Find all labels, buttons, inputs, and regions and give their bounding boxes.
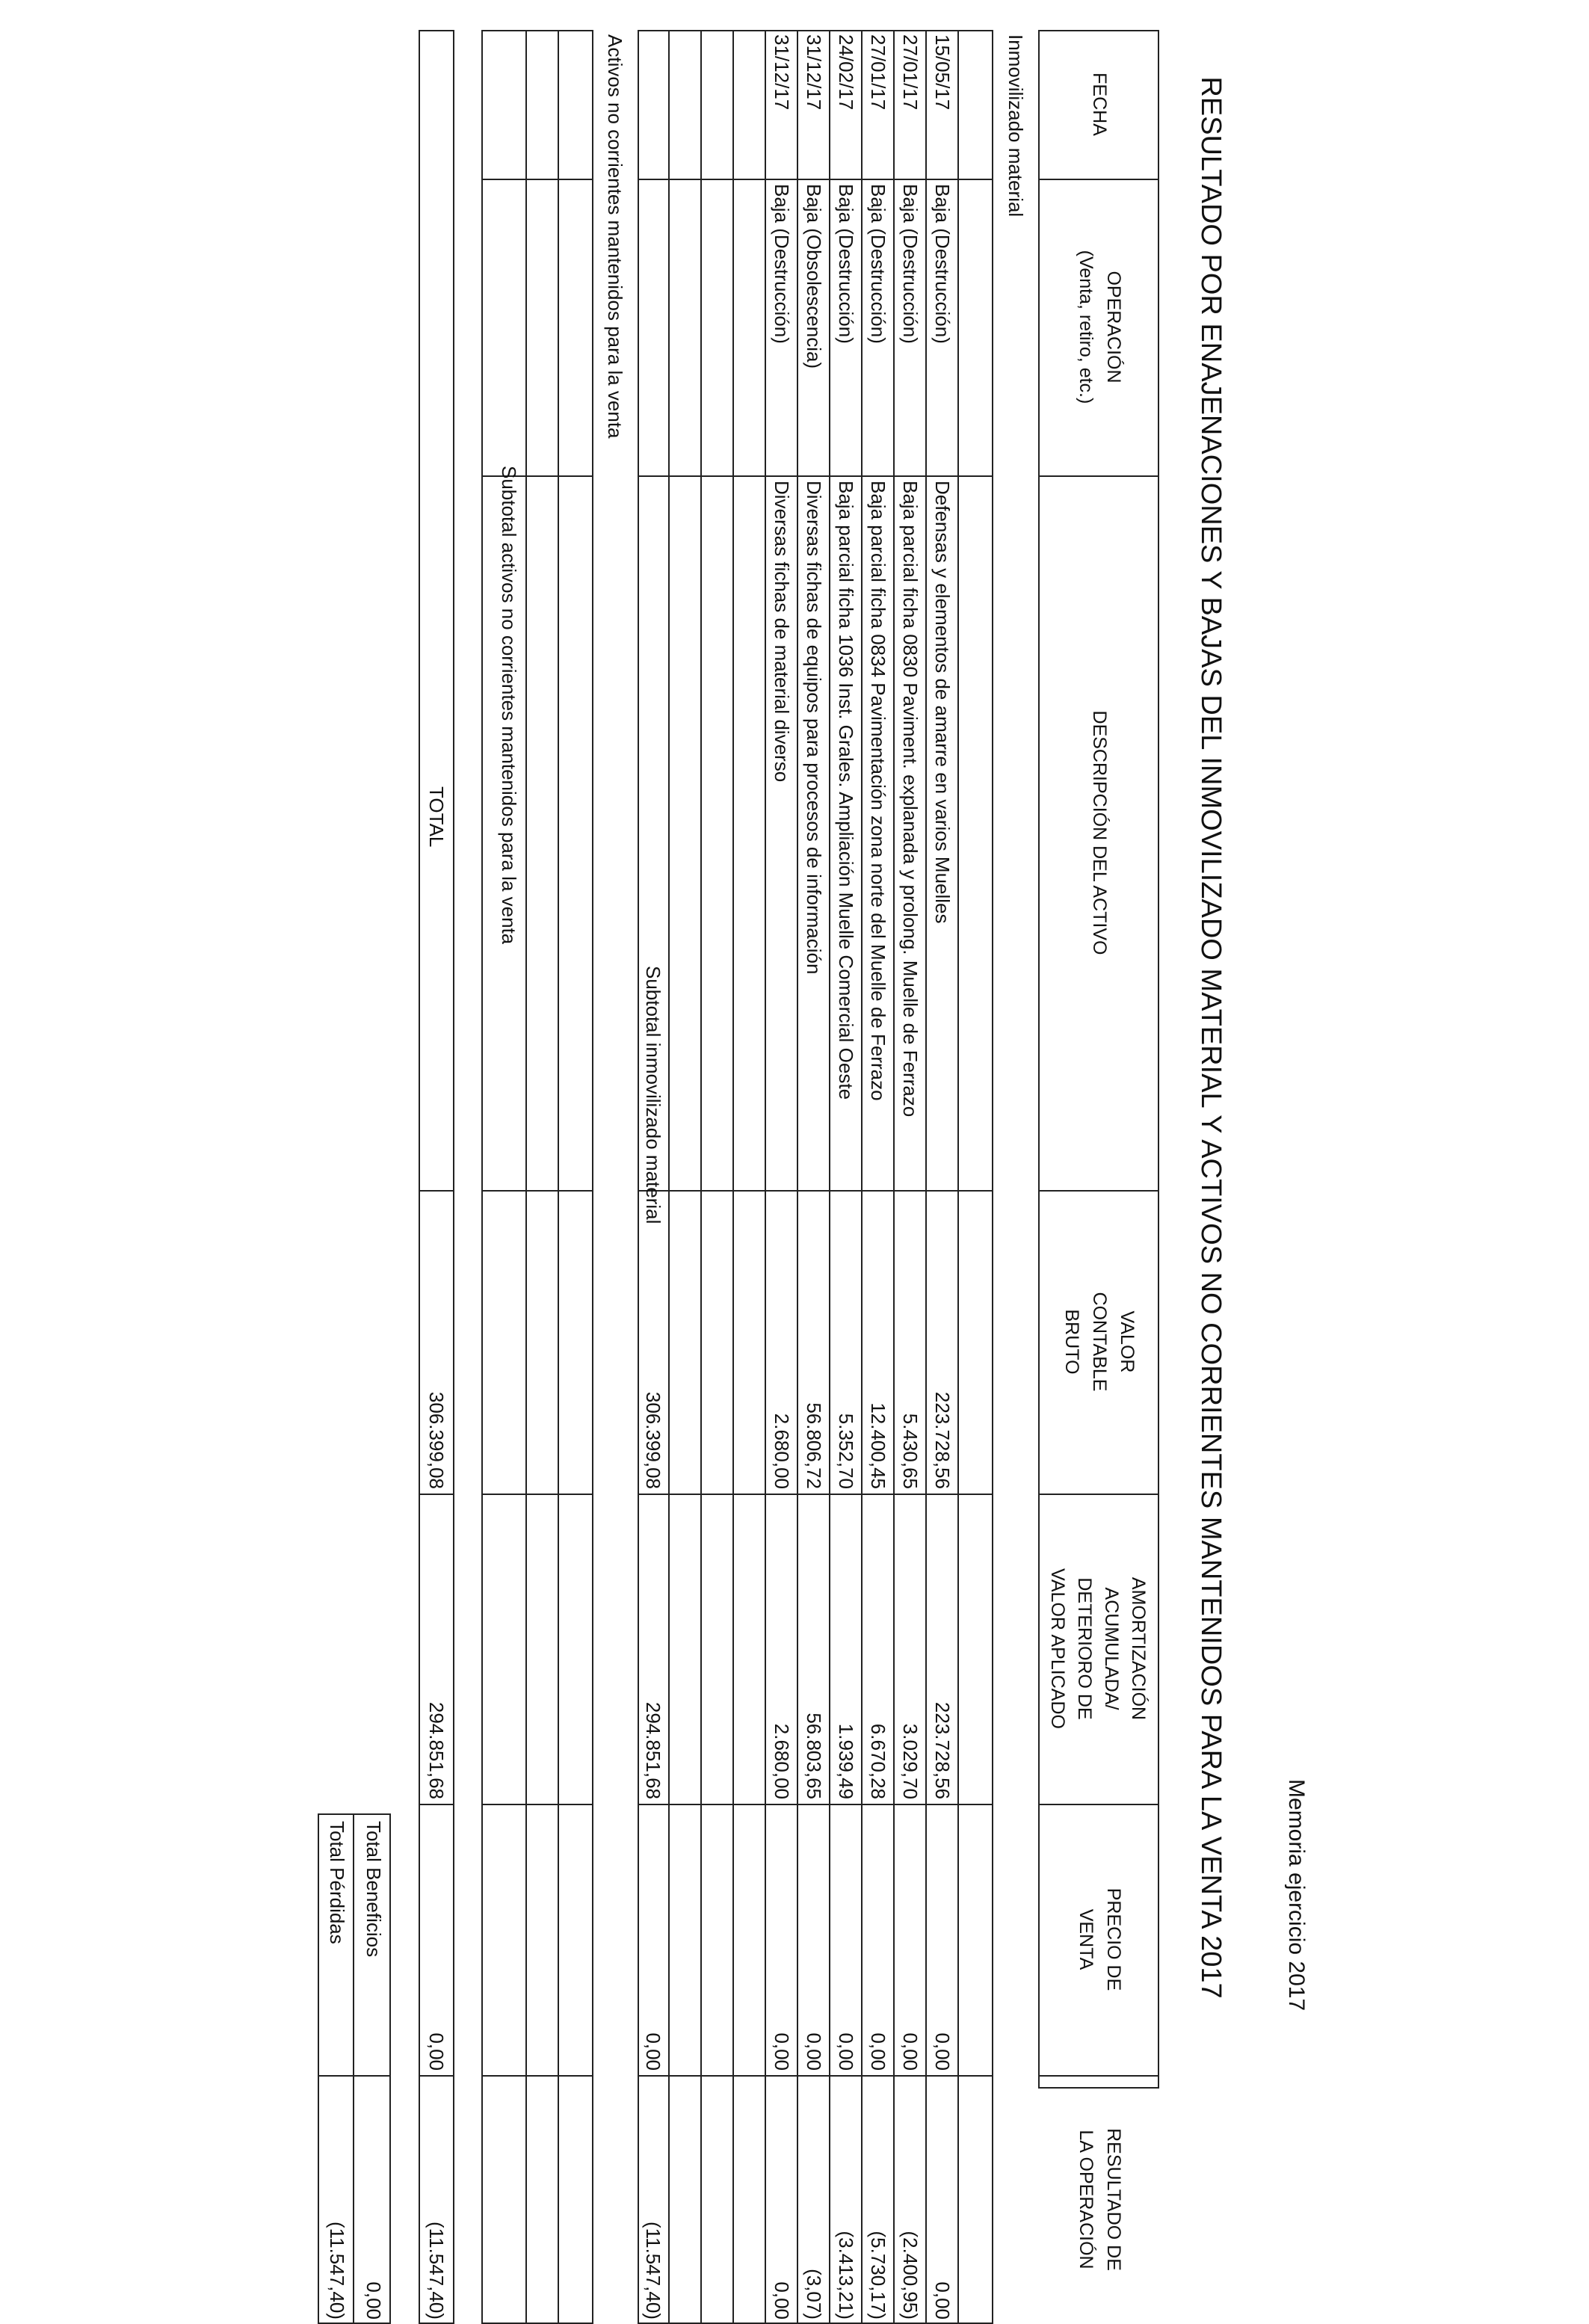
row-resultado: (2.400,95) xyxy=(899,2231,922,2320)
row-descripcion: Baja parcial ficha 0834 Pavimentación zona norte del Muelle de Ferrazo xyxy=(867,481,889,1101)
subtotal-inmovilizado-label: Subtotal inmovilizado material xyxy=(642,966,664,1224)
memoria-label: Memoria ejercicio 2017 xyxy=(1284,1779,1309,2012)
row-precio: 0,00 xyxy=(899,2032,922,2071)
total-resultado: (11.547,40) xyxy=(425,2221,448,2320)
row-operacion: Baja (Destrucción) xyxy=(835,184,857,344)
row-precio: 0,00 xyxy=(867,2032,889,2071)
col-amort-header: AMORTIZACIÓN ACUMULADA/ DETERIORO DE VALOR APLICADO xyxy=(1047,1568,1149,1729)
row-descripcion: Baja parcial ficha 1036 Inst. Grales. Ampliación Muelle Comercial Oeste xyxy=(835,481,857,1100)
page-title: RESULTADO POR ENAJENACIONES Y BAJAS DEL INMOVILIZADO MATERIAL Y ACTIVOS NO CORRIENTES MANTENIDOS PARA LA VENTA 2017 xyxy=(1195,76,1227,1999)
row-resultado: (3,07) xyxy=(803,2269,825,2320)
section-inmovilizado-label: Inmovilizado material xyxy=(1005,34,1027,218)
row-valor: 2.680,00 xyxy=(771,1413,793,1489)
row-descripcion: Diversas fichas de equipos para procesos de información xyxy=(803,481,825,975)
total-perdidas-label: Total Pérdidas xyxy=(326,1821,348,1944)
row-operacion: Baja (Destrucción) xyxy=(867,184,889,344)
row-amort: 3.029,70 xyxy=(899,1723,922,1799)
subtotal-resultado: (11.547,40) xyxy=(642,2221,664,2320)
row-valor: 5.352,70 xyxy=(835,1413,857,1489)
row-descripcion: Diversas fichas de material diverso xyxy=(771,481,793,783)
subtotal-amort: 294.851,68 xyxy=(642,1701,664,1799)
row-precio: 0,00 xyxy=(835,2032,857,2071)
row-descripcion: Baja parcial ficha 0830 Paviment. explanada y prolong. Muelle de Ferrazo xyxy=(899,481,922,1118)
row-operacion: Baja (Destrucción) xyxy=(899,184,922,344)
total-label: TOTAL xyxy=(425,786,448,848)
row-fecha: 27/01/17 xyxy=(867,34,889,111)
col-resultado-header: RESULTADO DE LA OPERACIÓN xyxy=(1076,2128,1124,2271)
row-operacion: Baja (Destrucción) xyxy=(771,184,793,344)
subtotal-activos-label: Subtotal activos no corrientes mantenidos para la venta xyxy=(498,466,520,945)
total-amort: 294.851,68 xyxy=(425,1701,448,1799)
subtotal-precio: 0,00 xyxy=(642,2032,664,2071)
row-resultado: (3.413,21) xyxy=(835,2231,857,2320)
row-resultado: 0,00 xyxy=(771,2281,793,2320)
col-descripcion-header: DESCRIPCIÓN DEL ACTIVO xyxy=(1089,710,1110,955)
col-precio-header: PRECIO DE VENTA xyxy=(1076,1887,1124,1991)
section-activos-label: Activos no corrientes mantenidos para la venta xyxy=(604,34,626,439)
activos-table xyxy=(481,30,593,2324)
row-amort: 6.670,28 xyxy=(867,1723,889,1799)
row-precio: 0,00 xyxy=(803,2032,825,2071)
row-resultado: (5.730,17) xyxy=(867,2231,889,2320)
row-precio: 0,00 xyxy=(931,2032,954,2071)
row-fecha: 15/05/17 xyxy=(931,34,954,111)
col-fecha-header: FECHA xyxy=(1089,73,1110,136)
total-beneficios-label: Total Beneficios xyxy=(362,1821,385,1958)
total-precio: 0,00 xyxy=(425,2032,448,2071)
row-amort: 1.939,49 xyxy=(835,1723,857,1799)
row-valor: 223.728,56 xyxy=(931,1391,954,1489)
col-valor-header: VALOR CONTABLE BRUTO xyxy=(1061,1292,1138,1392)
row-precio: 0,00 xyxy=(771,2032,793,2071)
row-amort: 223.728,56 xyxy=(931,1701,954,1799)
subtotal-valor: 306.399,08 xyxy=(642,1391,664,1489)
row-fecha: 27/01/17 xyxy=(899,34,922,111)
row-fecha: 31/12/17 xyxy=(771,34,793,111)
total-beneficios-value: 0,00 xyxy=(362,2281,385,2320)
total-valor: 306.399,08 xyxy=(425,1391,448,1489)
row-fecha: 24/02/17 xyxy=(835,34,857,111)
row-fecha: 31/12/17 xyxy=(803,34,825,111)
row-amort: 56.803,65 xyxy=(803,1713,825,1799)
row-valor: 12.400,45 xyxy=(867,1402,889,1489)
row-valor: 5.430,65 xyxy=(899,1413,922,1489)
row-resultado: 0,00 xyxy=(931,2281,954,2320)
total-perdidas-value: (11.547,40) xyxy=(326,2221,348,2320)
row-valor: 56.806,72 xyxy=(803,1402,825,1489)
row-operacion: Baja (Obsolescencia) xyxy=(803,184,825,369)
col-operacion-header: OPERACIÓN (Venta, retiro, etc.) xyxy=(1076,250,1124,404)
row-amort: 2.680,00 xyxy=(771,1723,793,1799)
row-operacion: Baja (Destrucción) xyxy=(931,184,954,344)
row-descripcion: Defensas y elementos de amarre en varios Muelles xyxy=(931,481,954,924)
